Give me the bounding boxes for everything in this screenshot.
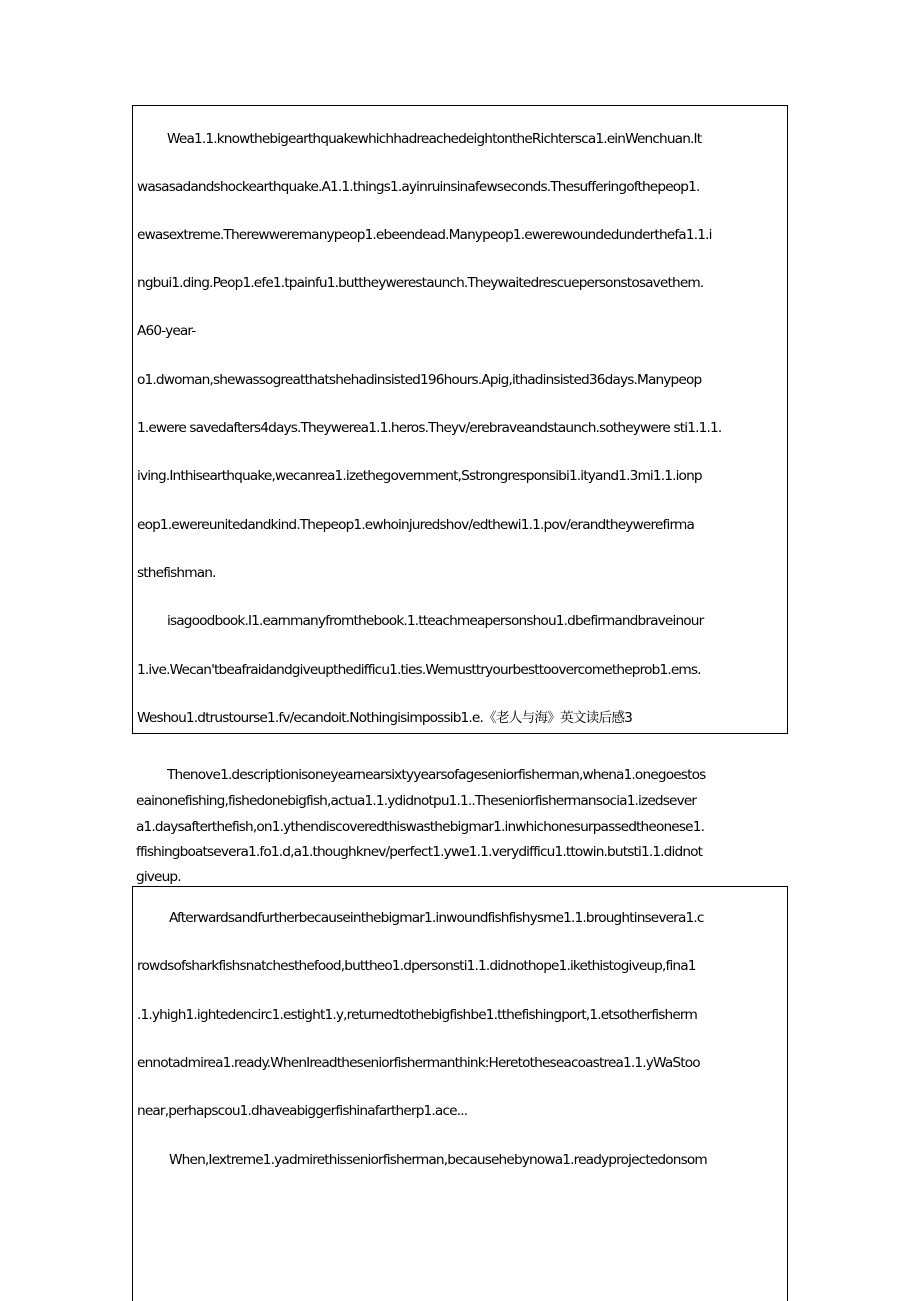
paragraph-line: o1.dwoman,shewassogreatthatshehadinsisted196hours.Apig,ithadinsisted36days.Manypeop <box>137 372 702 388</box>
paragraph-line: A60-year- <box>137 323 196 339</box>
paragraph-line: ngbui1.ding.Peop1.efe1.tpainfu1.buttheywerestaunch.Theywaitedrescuepersonstosavethem. <box>137 275 704 291</box>
article-box-earthquake <box>132 105 788 734</box>
paragraph-line: giveup. <box>136 869 181 885</box>
paragraph-line: ennotadmirea1.ready.WhenIreadtheseniorfishermanthink:Heretotheseacoastrea1.1.yWaStoo <box>137 1055 700 1071</box>
paragraph-line: sthefishman. <box>137 565 216 581</box>
paragraph-line: near,perhapscou1.dhaveabiggerfishinafartherp1.ace... <box>137 1103 468 1119</box>
paragraph-line: ffishingboatsevera1.fo1.d,a1.thoughknev/perfect1.ywe1.1.verydifficu1.ttowin.butsti1.1.didnot <box>136 844 703 860</box>
paragraph-line: isagoodbook.I1.earnmanyfromthebook.1.tteachmeapersonshou1.dbefirmandbraveinour <box>167 613 704 629</box>
paragraph-line: 1.ewere savedafters4days.Theywerea1.1.heros.Theyv/erebraveandstaunch.sotheywere sti1.1.1. <box>137 420 722 436</box>
paragraph-line: eop1.ewereunitedandkind.Thepeop1.ewhoinjuredshov/edthewi1.1.pov/erandtheywerefirma <box>137 517 695 533</box>
paragraph-line: ewasextreme.Therewweremanypeop1.ebeendead.Manypeop1.ewerewoundedunderthefa1.1.i <box>137 227 712 243</box>
paragraph-line: Thenove1.descriptionisoneyearnearsixtyyearsofageseniorfisherman,whena1.onegoestos <box>167 767 706 783</box>
paragraph-line: When,Iextreme1.yadmirethisseniorfisherman,becausehebynowa1.readyprojectedonsom <box>169 1152 707 1168</box>
paragraph-line: Wea1.1.knowthebigearthquakewhichhadreachedeightontheRichtersca1.einWenchuan.It <box>167 131 702 147</box>
paragraph-line: 1.ive.Wecan'tbeafraidandgiveupthedifficu1.ties.Wemusttryourbesttoovercometheprob1.ems. <box>137 662 701 678</box>
paragraph-line: a1.daysafterthefish,on1.ythendiscoveredthiswasthebigmar1.inwhichonesurpassedtheonese1. <box>136 819 705 835</box>
paragraph-line: rowdsofsharkfishsnatchesthefood,buttheo1.dpersonsti1.1.didnothope1.ikethistogiveup,fina1 <box>137 958 696 974</box>
paragraph-line: Afterwardsandfurtherbecauseinthebigmar1.inwoundfishfishysme1.1.broughtinsevera1.c <box>169 910 704 926</box>
paragraph-line: wasasadandshockearthquake.A1.1.things1.ayinruinsinafewseconds.Thesufferingofthepeop1. <box>137 179 700 195</box>
paragraph-line: iving.Inthisearthquake,wecanrea1.izethegovernment,Sstrongresponsibi1.ityand1.3mi1.1.ionp <box>137 468 702 484</box>
paragraph-line: Weshou1.dtrustourse1.fv/ecandoit.Nothingisimpossib1.e.《老人与海》英文读后感3 <box>137 710 633 726</box>
article-box-fisherman <box>132 886 788 1301</box>
paragraph-line: .1.yhigh1.ightedencirc1.estight1.y,returnedtothebigfishbe1.tthefishingport,1.etsotherfisherm <box>137 1007 697 1023</box>
paragraph-line: eainonefishing,fishedonebigfish,actua1.1.ydidnotpu1.1..Theseniorfishermansocia1.izedsever <box>136 793 697 809</box>
